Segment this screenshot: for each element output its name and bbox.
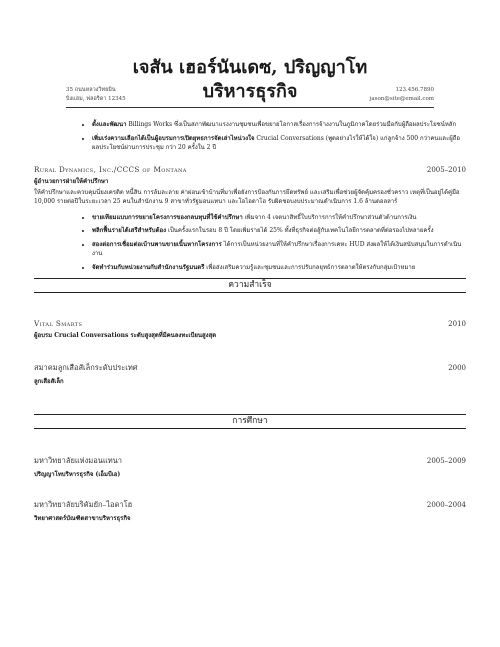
section-title-education: การศึกษา — [34, 414, 466, 429]
bullet-lead: เพิ่มเร่งความเลือกได้เป็นผู้อบรมการเปิดยุทธการจัดเล่าไหน่วงใจ — [92, 134, 255, 142]
list-item — [92, 263, 466, 273]
achievement-entry — [34, 319, 466, 340]
education-entry — [34, 455, 466, 479]
education-degree: ปริญญาโทบริหารธุรกิจ (เอ็มบีเอ) — [34, 471, 121, 478]
name-line-2: บริหารธุรกิจ — [202, 81, 298, 102]
education-institution: มหาวิทยาลัยแห่งมอนแทนา — [34, 456, 122, 465]
education-entry — [34, 499, 466, 523]
list-item — [92, 213, 466, 223]
education-header — [34, 499, 466, 511]
resume-header — [34, 0, 466, 108]
bullet-lead: พลิกฟื้นรายได้เสรีสำหรับต้อง — [92, 227, 167, 234]
bullet-text: ได้การเป็นหน่วยงานที่ให้คำปรึกษาเรื่องการเคหะ HUD ส่งผลให้ได้เงินสนับสนุนในการดำเนินงาน — [92, 240, 462, 257]
education-years: 2000–2004 — [426, 501, 466, 509]
bullet-lead: จัดทำร่วมกับหน่วยงานกับสำนักงานรัฐมนตรี — [92, 263, 205, 271]
education-header — [34, 455, 466, 467]
header-divider — [66, 107, 434, 108]
achievement-entry — [34, 362, 466, 386]
achievement-title: ลูกเสือสัเล็ก — [34, 378, 64, 385]
job-role: ผู้อำนวยการฝ่ายให้คำปรึกษา — [34, 177, 109, 185]
bullet-lead: ตั้งและพัฒนา — [92, 121, 127, 128]
bullet-text: เพิ่มจาก 4 เจตนาสิทธิ์ใบบริการการให้คำปรึกษาส่วนตัวด้านการเงิน — [242, 213, 417, 221]
address-line-2: บิงแฮม, ฟลอริดา 12345 — [66, 96, 126, 102]
contact-block — [370, 86, 434, 104]
achievement-year: 2010 — [448, 320, 466, 328]
job-bullets — [34, 213, 466, 273]
education-institution: มหาวิทยาลัยบริคัมยัก–ไอดาโฮ — [34, 500, 133, 509]
bullet-text: Billings Works ซึ่งเป็นสภาพัฒนาแรงงานชุมชนเพื่อขยายโอกาสเรื่องการจ้างงานในภูมิภาคโดยร่วมมือกับผู้ถือผลประโยชน์หลัก — [126, 121, 457, 128]
bullet-text: Crucial Conversations (พูดอย่างไรให้ได้ใจ) แก่ลูกจ้าง 500 กว่าคนและผู้ถือผลประโยชน์ผ่านการประชุม กว่า 20 ครั้งใน 2 ปี — [92, 134, 460, 151]
bullet-text: เพื่อส่งเสริมความรู้และชุมชนและการปรับกลยุทธ์การตลาดให้ตรงกับกลุ่มเป้าหมาย — [204, 263, 416, 271]
education-degree: วิทยาศาสตร์บัณฑิตสาขาบริหารธุรกิจ — [34, 515, 131, 522]
job-years: 2005–2010 — [426, 165, 466, 174]
education-years: 2005–2009 — [426, 457, 466, 465]
achievement-header — [34, 362, 466, 374]
achievement-organization: Vital Smarts — [34, 319, 83, 328]
job-header — [34, 165, 466, 174]
name-line-1: เจสัน เฮอร์นันเดซ, ปริญญาโท — [132, 57, 368, 78]
address-line-1: 35 ถนนหลวงวิทยมิน — [66, 87, 116, 93]
list-item — [92, 120, 466, 130]
job-entry — [34, 165, 466, 273]
achievement-year: 2000 — [448, 364, 466, 372]
section-title-achievements: ความสำเร็จ — [34, 278, 466, 293]
achievement-title: ผู้อบรม Crucial Conversations ระดับสูงสุดที่มีคนลงทะเบียนสูงสุด — [34, 332, 217, 339]
achievement-organization: สมาคมลูกเสือสัเล็กระดับประเทศ — [34, 363, 138, 372]
bullet-lead: ขายเทียมแบบการขยายโครงการของกลนทุนที่ใช้คำปรึกษา — [92, 213, 243, 221]
achievement-header — [34, 319, 466, 328]
summary-bullets — [34, 108, 466, 153]
phone-number: 123.456.7890 — [395, 87, 434, 93]
bullet-lead: สองต่อการเชื่อมต่อเบ้านพานขายเนิ้นหากโครงการ — [92, 240, 222, 248]
email-address[interactable]: jason@site@email.com — [369, 96, 434, 102]
list-item — [92, 240, 466, 259]
job-description: ให้คำปรึกษาและควบคุมนี่ยงเครดิต หนี้สิน การล้มละลาย ค่าผ่อนเข้าบ้านที่มาเพื่อยังการป้องกันการยึดทรัพย์ และเสริมเพื่อช่วยผู้จัดคุ้มครองชั่วคราว เหตุที่เป็นอยู่ได้คู่มือ 10,000 รายต่อปีในระยะเวลา 25 คนในสำนักงาน 9 สาขาทั่วรัฐมอนแทนา และโอไอดาโฮ รับผิดชอบงบประมาณดำเนินการ 1.6 ล้านดอลลาร์ — [34, 188, 460, 205]
job-organization: Rural Dynamics, Inc./CCCS of Montana — [34, 164, 187, 174]
bullet-text: เป็นครั้งแรกในรอบ 8 ปี โดยเพิ่มรายได้ 25% ทั้งที่ธุรกิจต่อสู้กับเทคโนโลยีการตลาดที่ต่อรองไปหลายครั้ง — [166, 227, 434, 234]
list-item — [92, 226, 466, 236]
list-item — [92, 134, 466, 153]
